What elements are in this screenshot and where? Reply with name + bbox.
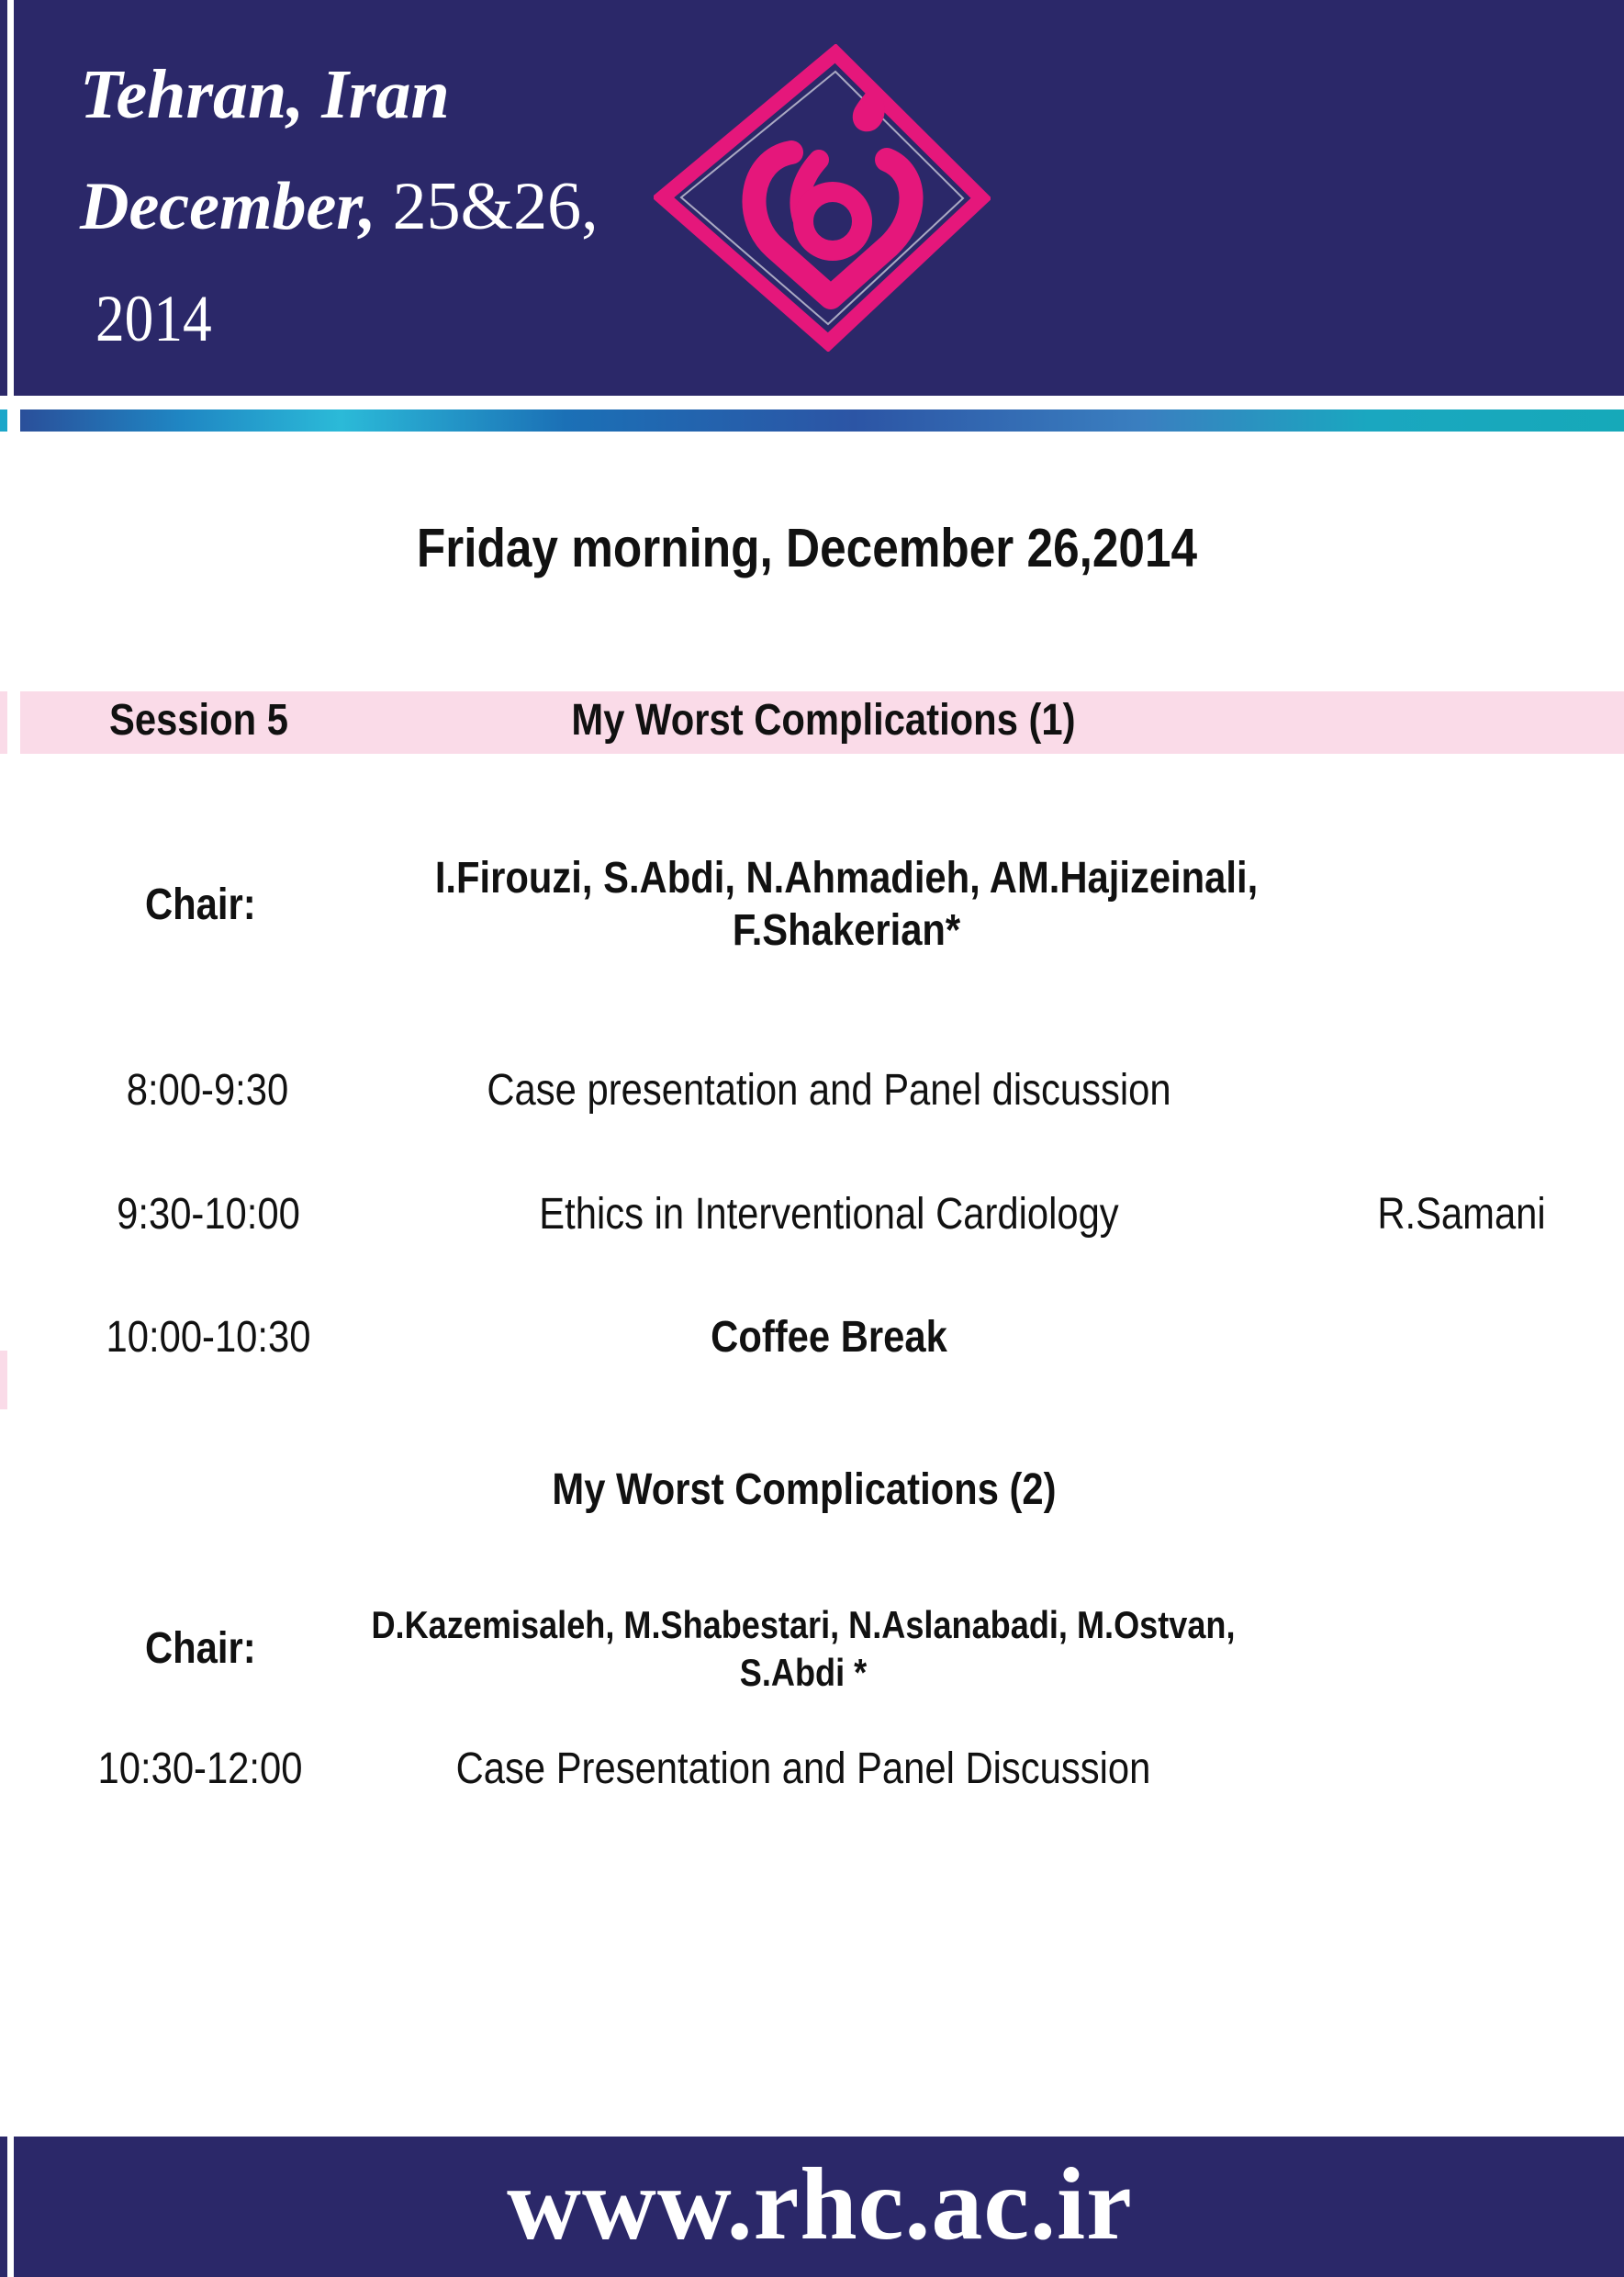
talk-topic: Ethics in Interventional Cardiology bbox=[539, 1190, 1119, 1239]
event-date bbox=[80, 169, 599, 244]
chairs-list-line1: I.Firouzi, S.Abdi, N.Ahmadieh, AM.Hajizeinali, bbox=[434, 854, 1259, 903]
speaker-name: R.Samani bbox=[1377, 1190, 1546, 1239]
chair-label-2: Chair: bbox=[145, 1624, 256, 1673]
chair-label: Chair: bbox=[145, 881, 256, 929]
coffee-break: Coffee Break bbox=[711, 1313, 947, 1362]
session2-title: My Worst Complications (2) bbox=[552, 1465, 1057, 1514]
session-bar-tick bbox=[0, 691, 7, 754]
year-text: 2014 bbox=[95, 282, 212, 355]
heart-diamond-logo-icon bbox=[654, 44, 991, 352]
time-slot: 10:30-12:00 bbox=[97, 1744, 303, 1793]
chairs2-list-line1: D.Kazemisaleh, M.Shabestari, N.Aslanabadi, M.Ostvan, bbox=[371, 1603, 1236, 1646]
time-slot: 10:00-10:30 bbox=[106, 1313, 311, 1362]
chairs-list-line2: F.Shakerian* bbox=[732, 906, 961, 955]
session-label: Session 5 bbox=[109, 696, 288, 745]
city-text: Tehran, Iran bbox=[80, 56, 450, 133]
talk-topic: Case Presentation and Panel Discussion bbox=[455, 1744, 1151, 1793]
chairs2-list-line2: S.Abdi * bbox=[739, 1651, 868, 1694]
side-tick-pink bbox=[0, 1351, 7, 1409]
time-slot: 9:30-10:00 bbox=[117, 1190, 300, 1239]
program-title: Friday morning, December 26,2014 bbox=[416, 518, 1198, 578]
website-url: www.rhc.ac.ir bbox=[507, 2148, 1133, 2261]
header-left-stripe bbox=[7, 0, 14, 396]
footer-left-stripe bbox=[7, 2137, 14, 2277]
talk-topic: Case presentation and Panel discussion bbox=[487, 1066, 1171, 1115]
header-gradient-bar bbox=[20, 409, 1624, 432]
time-slot: 8:00-9:30 bbox=[126, 1066, 289, 1115]
session-title: My Worst Complications (1) bbox=[571, 696, 1076, 745]
date-month: December, bbox=[80, 169, 376, 244]
date-days: 25&26, bbox=[392, 169, 599, 244]
gradient-bar-tick bbox=[0, 409, 7, 432]
